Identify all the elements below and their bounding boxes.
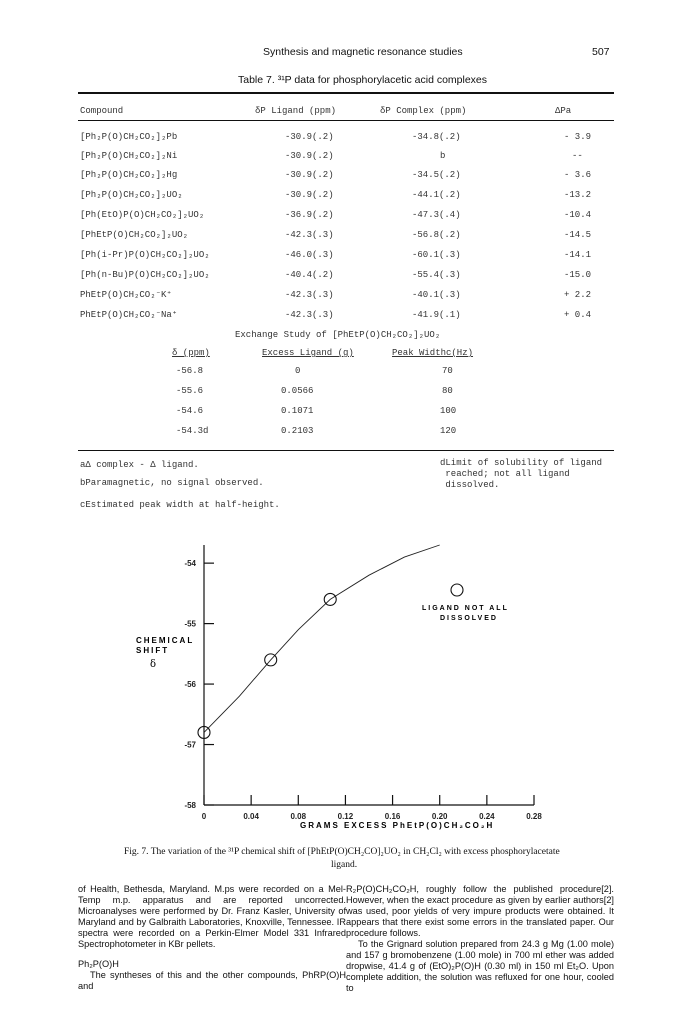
compound-cell: [PhEtP(O)CH₂CO₂]₂UO₂ [80, 230, 189, 240]
excess-cell: 0.0566 [281, 386, 314, 396]
body-right-column [346, 884, 614, 994]
ligand-cell: -30.9(.2) [285, 132, 334, 142]
y-tick-label: -56 [184, 680, 196, 690]
footnote-d: dLimit of solubility of ligand reached; not all ligand dissolved. [440, 458, 603, 490]
excess-cell: 0.1071 [281, 406, 314, 416]
complex-cell: -60.1(.3) [412, 250, 461, 260]
complex-cell: -34.8(.2) [412, 132, 461, 142]
table-header-rule [78, 120, 614, 121]
delta-cell: - 3.9 [564, 132, 592, 142]
col-ligand-header: δP Ligand (ppm) [255, 106, 337, 116]
width-cell: 70 [442, 366, 453, 376]
y-label-line-2: SHIFT [136, 646, 170, 655]
compound-cell: [Ph₂P(O)CH₂CO₂]₂UO₂ [80, 190, 183, 200]
annotation-line-1: LIGAND NOT ALL [422, 605, 509, 612]
compound-cell: [Ph(EtO)P(O)CH₂CO₂]₂UO₂ [80, 210, 205, 220]
ligand-cell: -30.9(.2) [285, 151, 334, 161]
delta-cell: -13.2 [564, 190, 592, 200]
delta-cell: - 3.6 [564, 170, 592, 180]
complex-cell: -55.4(.3) [412, 270, 461, 280]
body-left-paragraph: of Health, Bethesda, Maryland. M.ps were recorded on a Mel-Temp m.p. apparatus and are reported uncorrected. Microanalyses were performed by Dr. Franz Kasler, University of Maryland and by Galbraith Laboratories, Knoxville, Tennessee. IR spectra were recorded on a Perkin-Elmer Model 331 Infrared Spectrophotometer in KBr pellets. [78, 884, 346, 949]
width-cell: 120 [440, 426, 457, 436]
width-cell: 100 [440, 406, 457, 416]
chart-points-layer [198, 593, 336, 738]
annotation-line-2: DISSOLVED [440, 615, 498, 622]
y-label-line-3: δ [150, 659, 157, 670]
chart-axes [184, 545, 542, 821]
col-complex-header: δP Complex (ppm) [380, 106, 467, 116]
table-top-rule [78, 92, 614, 94]
page-number: 507 [592, 46, 610, 58]
y-label-line-1: CHEMICAL [136, 636, 195, 645]
y-tick-label: -58 [184, 801, 196, 810]
ligand-cell: -42.3(.3) [285, 230, 334, 240]
x-tick-label: 0.20 [431, 812, 448, 821]
compound-cell: [Ph₂P(O)CH₂CO₂]₂Ni [80, 151, 178, 161]
compound-cell: [Ph₂P(O)CH₂CO₂]₂Pb [80, 132, 178, 142]
ligand-cell: -40.4(.2) [285, 270, 334, 280]
complex-cell: -40.1(.3) [412, 290, 461, 300]
shift-cell: -55.6 [176, 386, 204, 396]
table-bottom-rule [78, 450, 614, 451]
body-right-paragraph: R₂P(O)CH₂CO₂H, roughly follow the published procedure[2]. However, when the exact procedure as given by earlier authors[2] was used, poor yields of very impure products were obtained. It appears that there exist some errors in the translated paper. Our procedure follows. [346, 884, 614, 938]
body-left-heading: Ph₂P(O)H [78, 959, 119, 969]
delta-cell: -10.4 [564, 210, 592, 220]
compound-cell: [Ph(i-Pr)P(O)CH₂CO₂]₂UO₂ [80, 250, 210, 260]
x-tick-label: 0.24 [479, 812, 495, 821]
x-tick-label: 0.16 [384, 812, 401, 821]
excess-cell: 0.2103 [281, 426, 314, 436]
shift-cell: -54.3d [176, 426, 209, 436]
body-right-paragraph-2: To the Grignard solution prepared from 24.3 g Mg (1.00 mole) and 157 g bromobenzene (1.00 mole) in 700 ml ether was added dropwise, 41.4 g of (EtO)₂P(O)H (0.30 ml) in 150 ml Et₂O. Upon complete addition, the solution was refluxed for one hour, cooled to [346, 939, 614, 993]
x-tick-label: 0.08 [290, 812, 307, 821]
x-tick-label: 0.12 [337, 812, 354, 821]
delta-cell: -15.0 [564, 270, 592, 280]
col-compound-header: Compound [80, 106, 124, 116]
annotation-marker [451, 584, 463, 596]
exchange-col-width: Peak Widthc(Hz) [392, 348, 474, 358]
exchange-col-shift: δ (ppm) [172, 348, 210, 358]
y-tick-label: -55 [184, 619, 196, 629]
shift-cell: -56.8 [176, 366, 204, 376]
col-delta-header: ΔPa [555, 106, 572, 116]
exchange-title: Exchange Study of [PhEtP(O)CH₂CO₂]₂UO₂ [235, 330, 441, 340]
compound-cell: PhEtP(O)CH₂CO₂⁻K⁺ [80, 290, 172, 300]
y-tick-label: -57 [184, 740, 196, 750]
body-left-column [78, 884, 346, 992]
compound-cell: [Ph(n-Bu)P(O)CH₂CO₂]₂UO₂ [80, 270, 210, 280]
chart-curve-layer [204, 545, 440, 732]
ligand-cell: -30.9(.2) [285, 190, 334, 200]
delta-cell: -14.1 [564, 250, 592, 260]
complex-cell: -34.5(.2) [412, 170, 461, 180]
delta-cell: -14.5 [564, 230, 592, 240]
complex-cell: -44.1(.2) [412, 190, 461, 200]
complex-cell: b [440, 151, 446, 161]
x-tick-label: 0.28 [526, 812, 542, 821]
complex-cell: -41.9(.1) [412, 310, 461, 320]
ligand-cell: -36.9(.2) [285, 210, 334, 220]
x-tick-label: 0 [201, 812, 207, 821]
footnote-c: cEstimated peak width at half-height. [80, 500, 280, 510]
delta-cell: + 0.4 [564, 310, 592, 320]
shift-cell: -54.6 [176, 406, 204, 416]
y-tick-label: -54 [184, 559, 196, 569]
delta-cell: + 2.2 [564, 290, 592, 300]
running-title: Synthesis and magnetic resonance studies [263, 46, 463, 58]
fit-curve [204, 545, 440, 732]
chemical-shift-chart [0, 535, 692, 835]
ligand-cell: -46.0(.3) [285, 250, 334, 260]
ligand-cell: -42.3(.3) [285, 290, 334, 300]
x-axis-label: GRAMS EXCESS PhEtP(O)CH₂CO₂H [300, 821, 495, 830]
ligand-cell: -42.3(.3) [285, 310, 334, 320]
exchange-col-excess: Excess Ligand (g) [262, 348, 354, 358]
x-tick-label: 0.04 [243, 812, 259, 821]
footnote-a: aΔ complex - Δ ligand. [80, 460, 199, 470]
table-title: Table 7. ³¹P data for phosphorylacetic acid complexes [238, 74, 488, 86]
excess-cell: 0 [295, 366, 301, 376]
complex-cell: -56.8(.2) [412, 230, 461, 240]
footnote-b: bParamagnetic, no signal observed. [80, 478, 264, 488]
figure-caption-line-2: ligand. [331, 860, 358, 870]
width-cell: 80 [442, 386, 453, 396]
ligand-cell: -30.9(.2) [285, 170, 334, 180]
body-left-paragraph-2: The syntheses of this and the other compounds, PhRP(O)H and [78, 970, 346, 991]
figure-caption-line-1: Fig. 7. The variation of the ³¹P chemical shift of [PhEtP(O)CH₂CO]₂UO₂ in CH₂Cl₂ with excess phosphorylacetate [124, 847, 560, 857]
compound-cell: [Ph₂P(O)CH₂CO₂]₂Hg [80, 170, 178, 180]
complex-cell: -47.3(.4) [412, 210, 461, 220]
delta-cell: -- [572, 151, 583, 161]
compound-cell: PhEtP(O)CH₂CO₂⁻Na⁺ [80, 310, 178, 320]
